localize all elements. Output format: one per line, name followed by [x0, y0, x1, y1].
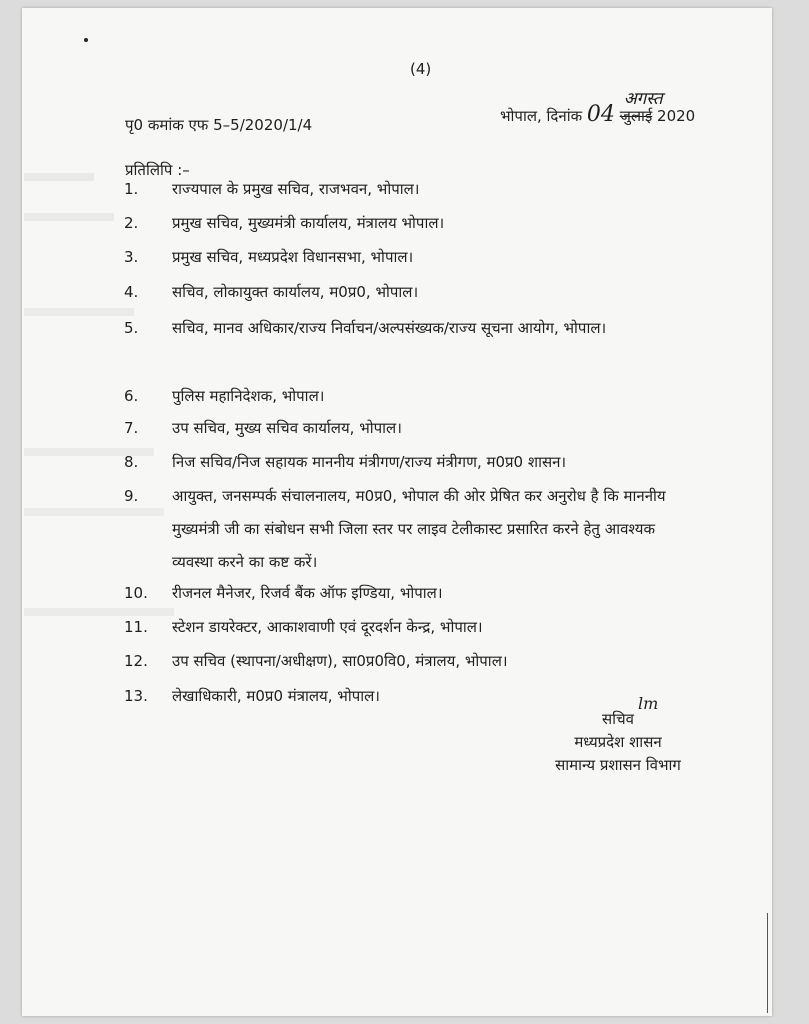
item-text: पुलिस महानिदेशक, भोपाल। [172, 387, 325, 405]
item-text: स्टेशन डायरेक्टर, आकाशवाणी एवं दूरदर्शन केन्द्र, भोपाल। [172, 618, 483, 636]
item-number: 5. [124, 319, 139, 337]
ink-dot [84, 38, 88, 42]
signatory-title: सचिव [602, 710, 634, 728]
item-text: आयुक्त, जनसम्पर्क संचालनालय, म0प्र0, भोपाल की ओर प्रेषित कर अनुरोध है कि माननीय मुख्यमंत्री जी का संबोधन सभी जिला स्तर पर लाइव टेलीकास्ट प्रसारित करने हेतु आवश्यक व्यवस्था करने का कष्ट करें। [172, 487, 666, 571]
year: 2020 [657, 107, 696, 125]
bleed-through-mark [24, 213, 114, 221]
signature-scribble: lm [638, 694, 659, 713]
place-date [500, 89, 696, 127]
item-text: प्रमुख सचिव, मुख्यमंत्री कार्यालय, मंत्रालय भोपाल। [172, 214, 445, 232]
month-field [619, 89, 663, 126]
item-number: 6. [124, 387, 139, 405]
reference-number: पृ0 कमांक एफ 5–5/2020/1/4 [125, 116, 313, 134]
item-number: 2. [124, 214, 139, 232]
item-number: 1. [124, 180, 139, 198]
bleed-through-mark [24, 308, 134, 316]
item-number: 8. [124, 453, 139, 471]
signatory-line-2: सामान्य प्रशासन विभाग [555, 756, 681, 774]
item-number: 13. [124, 687, 148, 705]
signature-block [528, 694, 708, 777]
bleed-through-mark [24, 173, 94, 181]
page-number: (4) [410, 60, 432, 78]
document-page [22, 8, 772, 1016]
struck-month: जुलाई [619, 107, 653, 125]
item-text: सचिव, लोकायुक्त कार्यालय, म0प्र0, भोपाल। [172, 283, 419, 301]
item-text: उप सचिव (स्थापना/अधीक्षण), सा0प्र0वि0, मंत्रालय, भोपाल। [172, 652, 508, 670]
item-text: प्रमुख सचिव, मध्यप्रदेश विधानसभा, भोपाल। [172, 248, 414, 266]
item-number: 11. [124, 618, 148, 636]
signatory-line-1: मध्यप्रदेश शासन [574, 733, 662, 751]
handwritten-month: अगस्त [623, 89, 663, 109]
item-number: 10. [124, 584, 148, 602]
item-text: सचिव, मानव अधिकार/राज्य निर्वाचन/अल्पसंख्यक/राज्य सूचना आयोग, भोपाल। [172, 319, 607, 337]
item-number: 7. [124, 419, 139, 437]
item-text: निज सचिव/निज सहायक माननीय मंत्रीगण/राज्य मंत्रीगण, म0प्र0 शासन। [172, 453, 567, 471]
copy-to-label: प्रतिलिपि :– [125, 161, 190, 179]
handwritten-day: 04 [586, 102, 615, 127]
item-text: राज्यपाल के प्रमुख सचिव, राजभवन, भोपाल। [172, 180, 420, 198]
item-text: उप सचिव, मुख्य सचिव कार्यालय, भोपाल। [172, 419, 402, 437]
item-number: 9. [124, 487, 139, 505]
item-text: रीजनल मैनेजर, रिजर्व बैंक ऑफ इण्डिया, भोपाल। [172, 584, 443, 602]
item-number: 4. [124, 283, 139, 301]
item-number: 12. [124, 652, 148, 670]
item-number: 3. [124, 248, 139, 266]
place-label: भोपाल, दिनांक [500, 107, 583, 125]
scan-edge-line [767, 913, 768, 1013]
item-text: लेखाधिकारी, म0प्र0 मंत्रालय, भोपाल। [172, 687, 380, 705]
